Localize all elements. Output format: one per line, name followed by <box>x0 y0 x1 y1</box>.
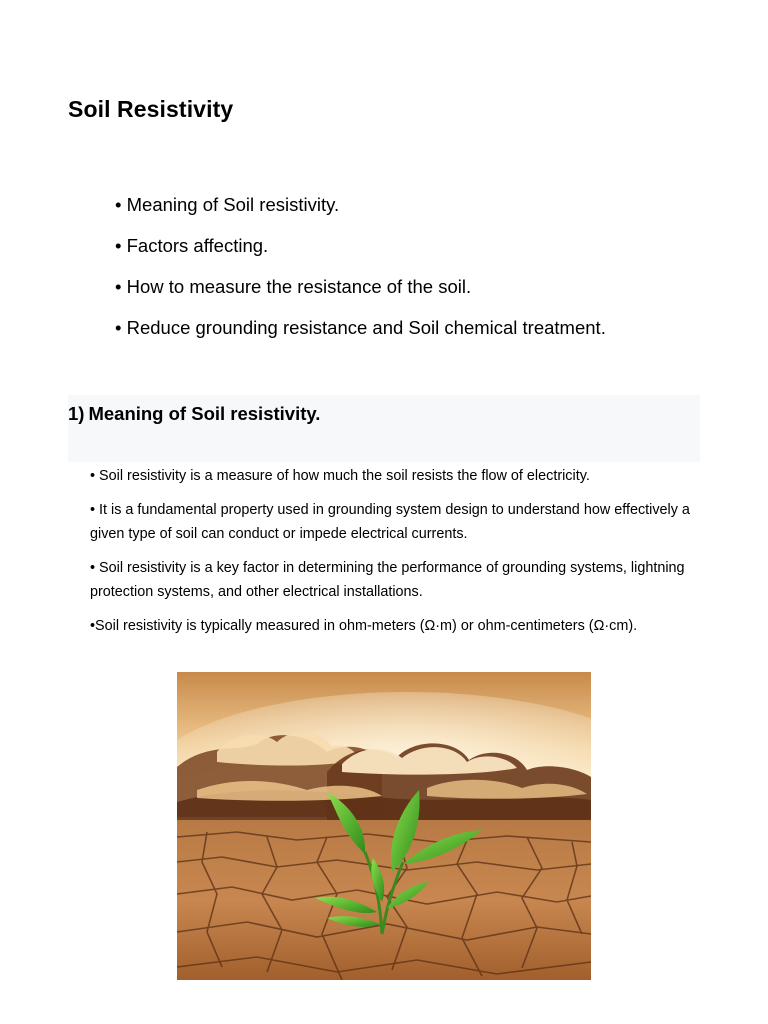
paragraph-fundamental-property: • It is a fundamental property used in grounding system design to understand how effectively a given type of soil can conduct or impede electrical currents. <box>90 502 690 542</box>
section-1-body <box>90 464 702 648</box>
outline-list <box>115 192 606 356</box>
outline-item-measure: • How to measure the resistance of the soil. <box>115 276 472 297</box>
cracked-soil-seedling-image <box>177 672 591 980</box>
seedling-illustration <box>177 672 591 980</box>
document-title: Soil Resistivity <box>68 96 234 122</box>
paragraph-definition: • Soil resistivity is a measure of how much the soil resists the flow of electricity. <box>90 468 590 484</box>
outline-item-factors: • Factors affecting. <box>115 235 269 256</box>
paragraph-units: •Soil resistivity is typically measured in ohm-meters (Ω·m) or ohm-centimeters (Ω·cm). <box>90 618 638 634</box>
section-1-heading <box>68 403 320 425</box>
paragraph-key-factor: • Soil resistivity is a key factor in determining the performance of grounding systems, lightning protection systems, and other electrical installations. <box>90 560 685 600</box>
section-1-heading-text: Meaning of Soil resistivity. <box>88 403 321 424</box>
outline-item-meaning: • Meaning of Soil resistivity. <box>115 194 340 215</box>
section-1-header <box>68 395 700 462</box>
cracked-soil-ground <box>177 820 591 980</box>
outline-item-reduce: • Reduce grounding resistance and Soil chemical treatment. <box>115 317 606 338</box>
section-1-number: 1) <box>68 403 85 424</box>
